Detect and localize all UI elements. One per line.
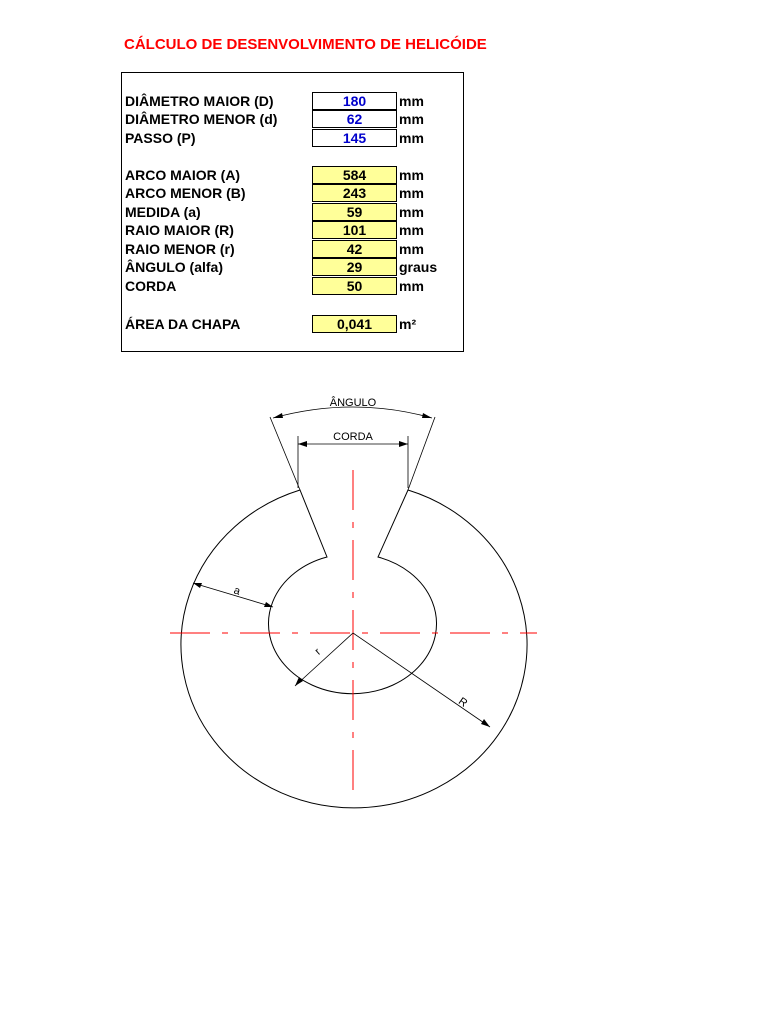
- minor-arc-value: 243: [312, 184, 397, 202]
- sheet-area-label: ÁREA DA CHAPA: [125, 316, 241, 332]
- minor-arc-label: ARCO MENOR (B): [125, 185, 246, 201]
- minor-radius-unit: mm: [399, 241, 424, 257]
- measure-value: 59: [312, 203, 397, 221]
- major-diameter-label: DIÂMETRO MAIOR (D): [125, 93, 274, 109]
- minor-radius-label: RAIO MENOR (r): [125, 241, 235, 257]
- major-radius-arrow: [481, 719, 490, 727]
- major-diameter-unit: mm: [399, 93, 424, 109]
- minor-diameter-input[interactable]: 62: [312, 110, 397, 128]
- angle-arrow-right: [422, 413, 432, 418]
- major-radius-label: RAIO MAIOR (R): [125, 222, 234, 238]
- chord-dimension-label: CORDA: [333, 431, 373, 443]
- major-radius-line: [353, 633, 490, 727]
- minor-radius-label: r: [312, 646, 324, 658]
- minor-radius-value: 42: [312, 240, 397, 258]
- pitch-input[interactable]: 145: [312, 129, 397, 147]
- major-diameter-input[interactable]: 180: [312, 92, 397, 110]
- measure-a-arrow-outer: [193, 583, 202, 588]
- chord-unit: mm: [399, 278, 424, 294]
- angle-arrow-left: [273, 413, 283, 418]
- major-arc-label: ARCO MAIOR (A): [125, 167, 241, 183]
- major-arc-value: 584: [312, 166, 397, 184]
- major-arc-unit: mm: [399, 167, 424, 183]
- angle-unit: graus: [399, 259, 438, 275]
- notch-extension-left: [270, 417, 300, 490]
- angle-label: ÂNGULO (alfa): [125, 259, 223, 275]
- minor-diameter-unit: mm: [399, 111, 424, 127]
- major-radius-label: R: [456, 695, 470, 710]
- notch-extension-right: [408, 417, 435, 490]
- minor-diameter-label: DIÂMETRO MENOR (d): [125, 111, 278, 127]
- minor-arc-unit: mm: [399, 185, 424, 201]
- outer-contour: [181, 490, 527, 808]
- measure-unit: mm: [399, 204, 424, 220]
- angle-value: 29: [312, 258, 397, 276]
- chord-value: 50: [312, 277, 397, 295]
- chord-label: CORDA: [125, 278, 177, 294]
- major-radius-unit: mm: [399, 222, 424, 238]
- major-radius-value: 101: [312, 221, 397, 239]
- pitch-unit: mm: [399, 130, 424, 146]
- sheet-area-value: 0,041: [312, 315, 397, 333]
- measure-a-label: a: [232, 584, 242, 598]
- chord-arrow-right: [399, 441, 408, 447]
- pitch-label: PASSO (P): [125, 130, 196, 146]
- minor-radius-line: [295, 633, 353, 686]
- page-title: CÁLCULO DE DESENVOLVIMENTO DE HELICÓIDE: [124, 36, 487, 53]
- sheet-area-unit: m²: [399, 316, 417, 332]
- chord-arrow-left: [298, 441, 307, 447]
- minor-radius-arrow: [295, 677, 303, 686]
- angle-dimension-label: ÂNGULO: [329, 397, 377, 409]
- measure-label: MEDIDA (a): [125, 204, 201, 220]
